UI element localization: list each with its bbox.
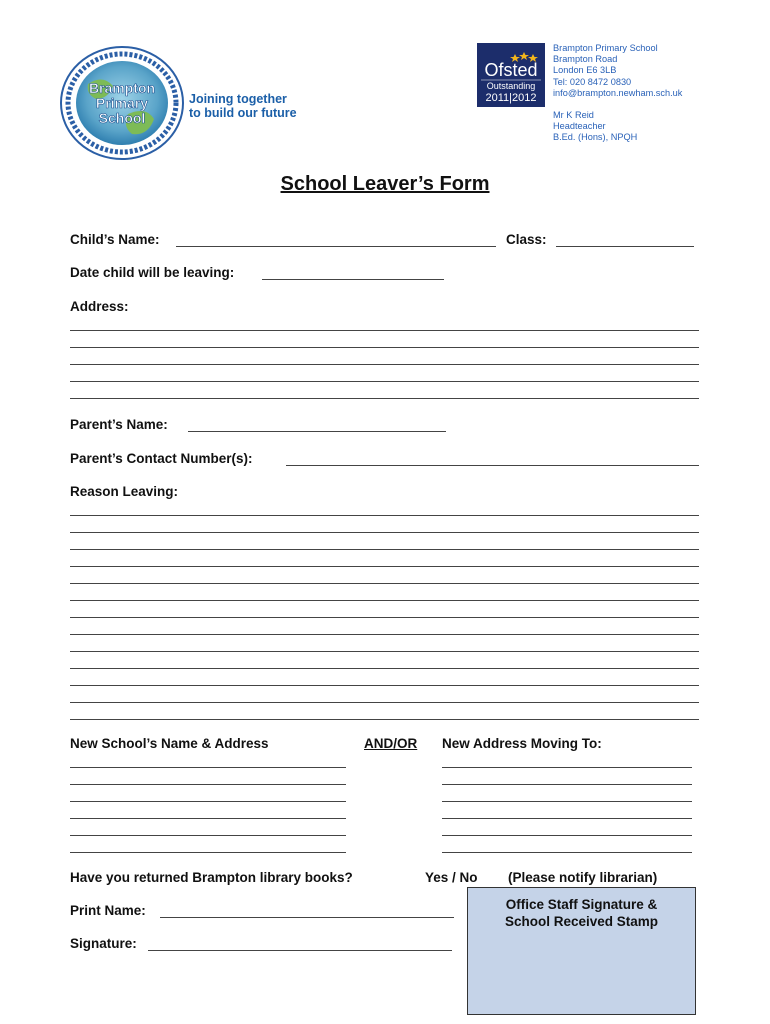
address-line[interactable]: [70, 347, 699, 348]
form-title: School Leaver’s Form: [280, 173, 490, 195]
ofsted-name: Ofsted: [484, 60, 538, 80]
signature-label: Signature:: [70, 936, 137, 951]
library-books-question: Have you returned Brampton library books?: [70, 870, 353, 885]
contact-school-name: Brampton Primary School: [553, 43, 658, 53]
office-box-line-1: Office Staff Signature &: [505, 897, 658, 912]
print-name-field[interactable]: [160, 917, 454, 918]
office-stamp-box[interactable]: [467, 887, 696, 1015]
new-address-line[interactable]: [442, 801, 692, 802]
reason-leaving-label: Reason Leaving:: [70, 484, 179, 499]
headteacher-name: Mr K Reid: [553, 110, 594, 121]
reason-line[interactable]: [70, 532, 699, 533]
leaving-date-label: Date child will be leaving:: [70, 265, 235, 280]
reason-line[interactable]: [70, 566, 699, 567]
print-name-label: Print Name:: [70, 903, 146, 918]
reason-line[interactable]: [70, 600, 699, 601]
reason-line[interactable]: [70, 617, 699, 618]
parents-contact-label: Parent’s Contact Number(s):: [70, 451, 253, 466]
reason-line[interactable]: [70, 685, 699, 686]
reason-line[interactable]: [70, 719, 699, 720]
contact-email[interactable]: info@brampton.newham.sch.uk: [553, 87, 683, 98]
new-address-label: New Address Moving To:: [442, 736, 602, 751]
ofsted-rating: Outstanding: [486, 81, 536, 91]
new-school-line[interactable]: [70, 767, 346, 768]
logo-text-line-3: School: [98, 110, 146, 126]
childs-name-field[interactable]: [176, 246, 496, 247]
address-label: Address:: [70, 299, 129, 314]
address-line[interactable]: [70, 381, 699, 382]
reason-line[interactable]: [70, 583, 699, 584]
address-line[interactable]: [70, 398, 699, 399]
headteacher-title: Headteacher: [553, 121, 606, 132]
signature-field[interactable]: [148, 950, 452, 951]
logo-text-line-2: Primary: [95, 95, 149, 111]
address-line[interactable]: [70, 330, 699, 331]
headteacher-qualifications: B.Ed. (Hons), NPQH: [553, 132, 638, 143]
reason-line[interactable]: [70, 634, 699, 635]
parents-name-field[interactable]: [188, 431, 446, 432]
new-school-line[interactable]: [70, 818, 346, 819]
tagline-line-1: Joining together: [189, 92, 287, 106]
ofsted-badge: [477, 43, 545, 107]
new-address-line[interactable]: [442, 818, 692, 819]
school-tagline: [189, 92, 297, 120]
new-school-line[interactable]: [70, 784, 346, 785]
parents-name-label: Parent’s Name:: [70, 417, 168, 432]
reason-line[interactable]: [70, 651, 699, 652]
tagline-line-2: to build our future: [189, 106, 297, 120]
library-yes-no[interactable]: Yes / No: [425, 870, 478, 885]
reason-line[interactable]: [70, 702, 699, 703]
new-school-label: New School’s Name & Address: [70, 736, 269, 751]
new-address-line[interactable]: [442, 852, 692, 853]
library-note: (Please notify librarian): [508, 870, 658, 885]
office-box-caption: [468, 896, 695, 930]
reason-line[interactable]: [70, 515, 699, 516]
ofsted-years: 2011|2012: [485, 92, 537, 104]
new-address-line[interactable]: [442, 835, 692, 836]
new-school-line[interactable]: [70, 801, 346, 802]
new-school-line[interactable]: [70, 852, 346, 853]
new-school-line[interactable]: [70, 835, 346, 836]
logo-text-line-1: Brampton: [88, 80, 156, 96]
class-label: Class:: [506, 232, 547, 247]
school-contact-block: [553, 43, 682, 144]
address-line[interactable]: [70, 364, 699, 365]
childs-name-label: Child’s Name:: [70, 232, 160, 247]
reason-line[interactable]: [70, 549, 699, 550]
office-box-line-2: School Received Stamp: [504, 914, 659, 929]
contact-road: Brampton Road: [553, 54, 618, 65]
leaving-date-field[interactable]: [262, 279, 444, 280]
contact-city: London E6 3LB: [553, 65, 617, 76]
contact-tel: Tel: 020 8472 0830: [553, 76, 632, 87]
and-or-label: AND/OR: [364, 736, 418, 751]
new-address-line[interactable]: [442, 784, 692, 785]
parents-contact-field[interactable]: [286, 465, 699, 466]
reason-line[interactable]: [70, 668, 699, 669]
class-field[interactable]: [556, 246, 694, 247]
school-logo: [58, 44, 186, 162]
new-address-line[interactable]: [442, 767, 692, 768]
